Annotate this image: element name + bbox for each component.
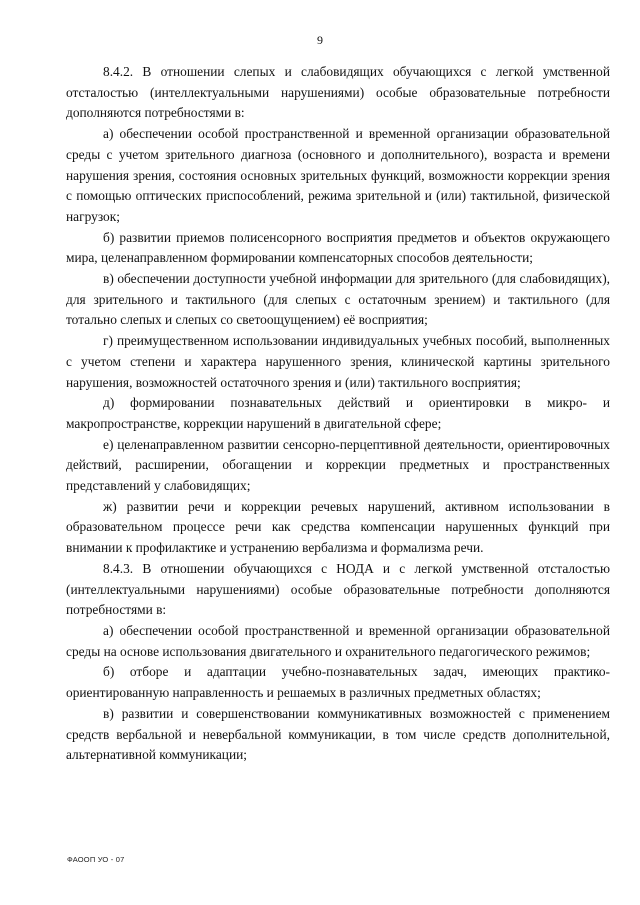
list-item-v-2: в) развитии и совершенствовании коммуникативных возможностей с применением средств вербальной и невербальной коммуникации, в том числе средств дополнительной, альтернативной коммуникации;: [66, 705, 610, 763]
list-item-d: д) формировании познавательных действий и ориентировки в микро- и макропространстве, коррекции нарушений в двигательной сфере;: [66, 395, 610, 431]
list-item-zh: ж) развитии речи и коррекции речевых нарушений, активном использовании в образовательном процессе речи как средства компенсации нарушенных функций при внимании к профилактике и устранению вербализма и формализма речи.: [66, 498, 610, 556]
paragraph-8-4-3: 8.4.3. В отношении обучающихся с НОДА и с легкой умственной отсталостью (интеллектуальными нарушениями) особые образовательные потребности дополняются потребностями в:: [66, 560, 610, 618]
list-item-e: е) целенаправленном развитии сенсорно-перцептивной деятельности, ориентировочных действий, расширении, обогащении и коррекции предметных и пространственных представлений у слабовидящих;: [66, 436, 610, 494]
list-item-a: а) обеспечении особой пространственной и временной организации образовательной среды с учетом зрительного диагноза (основного и дополнительного), возраста и времени нарушения зрения, состояния основных зрительных функций, возможности коррекции зрения с помощью оптических приспособлений, режима зрительной и (или) тактильной, физической нагрузок;: [66, 126, 610, 224]
document-body: [66, 62, 610, 766]
page-number: 9: [317, 33, 323, 47]
list-item-v: в) обеспечении доступности учебной информации для зрительного (для слабовидящих), для зрительного и тактильного (для слепых с остаточным зрением) и тактильного (для тотально слепых и слепых со светоощущением) её восприятия;: [66, 271, 610, 328]
list-item-b: б) развитии приемов полисенсорного восприятия предметов и объектов окружающего мира, целенаправленном формировании компенсаторных способов деятельности;: [66, 229, 610, 266]
list-item-b-2: б) отборе и адаптации учебно-познавательных задач, имеющих практико-ориентированную направленность и решаемых в различных предметных областях;: [66, 664, 610, 701]
list-item-g: г) преимущественном использовании индивидуальных учебных пособий, выполненных с учетом степени и характера нарушенного зрения, клинической картины зрительного нарушения, возможностей остаточного зрения и (или) тактильного восприятия;: [66, 333, 610, 390]
list-item-a-2: а) обеспечении особой пространственной и временной организации образовательной среды на основе использования двигательного и охранительного педагогического режимов;: [66, 622, 610, 659]
document-footer-code: ФАООП УО - 07: [67, 855, 125, 864]
paragraph-8-4-2: 8.4.2. В отношении слепых и слабовидящих обучающихся с легкой умственной отсталостью (интеллектуальными нарушениями) особые образовательные потребности дополняются потребностями в:: [66, 64, 610, 121]
